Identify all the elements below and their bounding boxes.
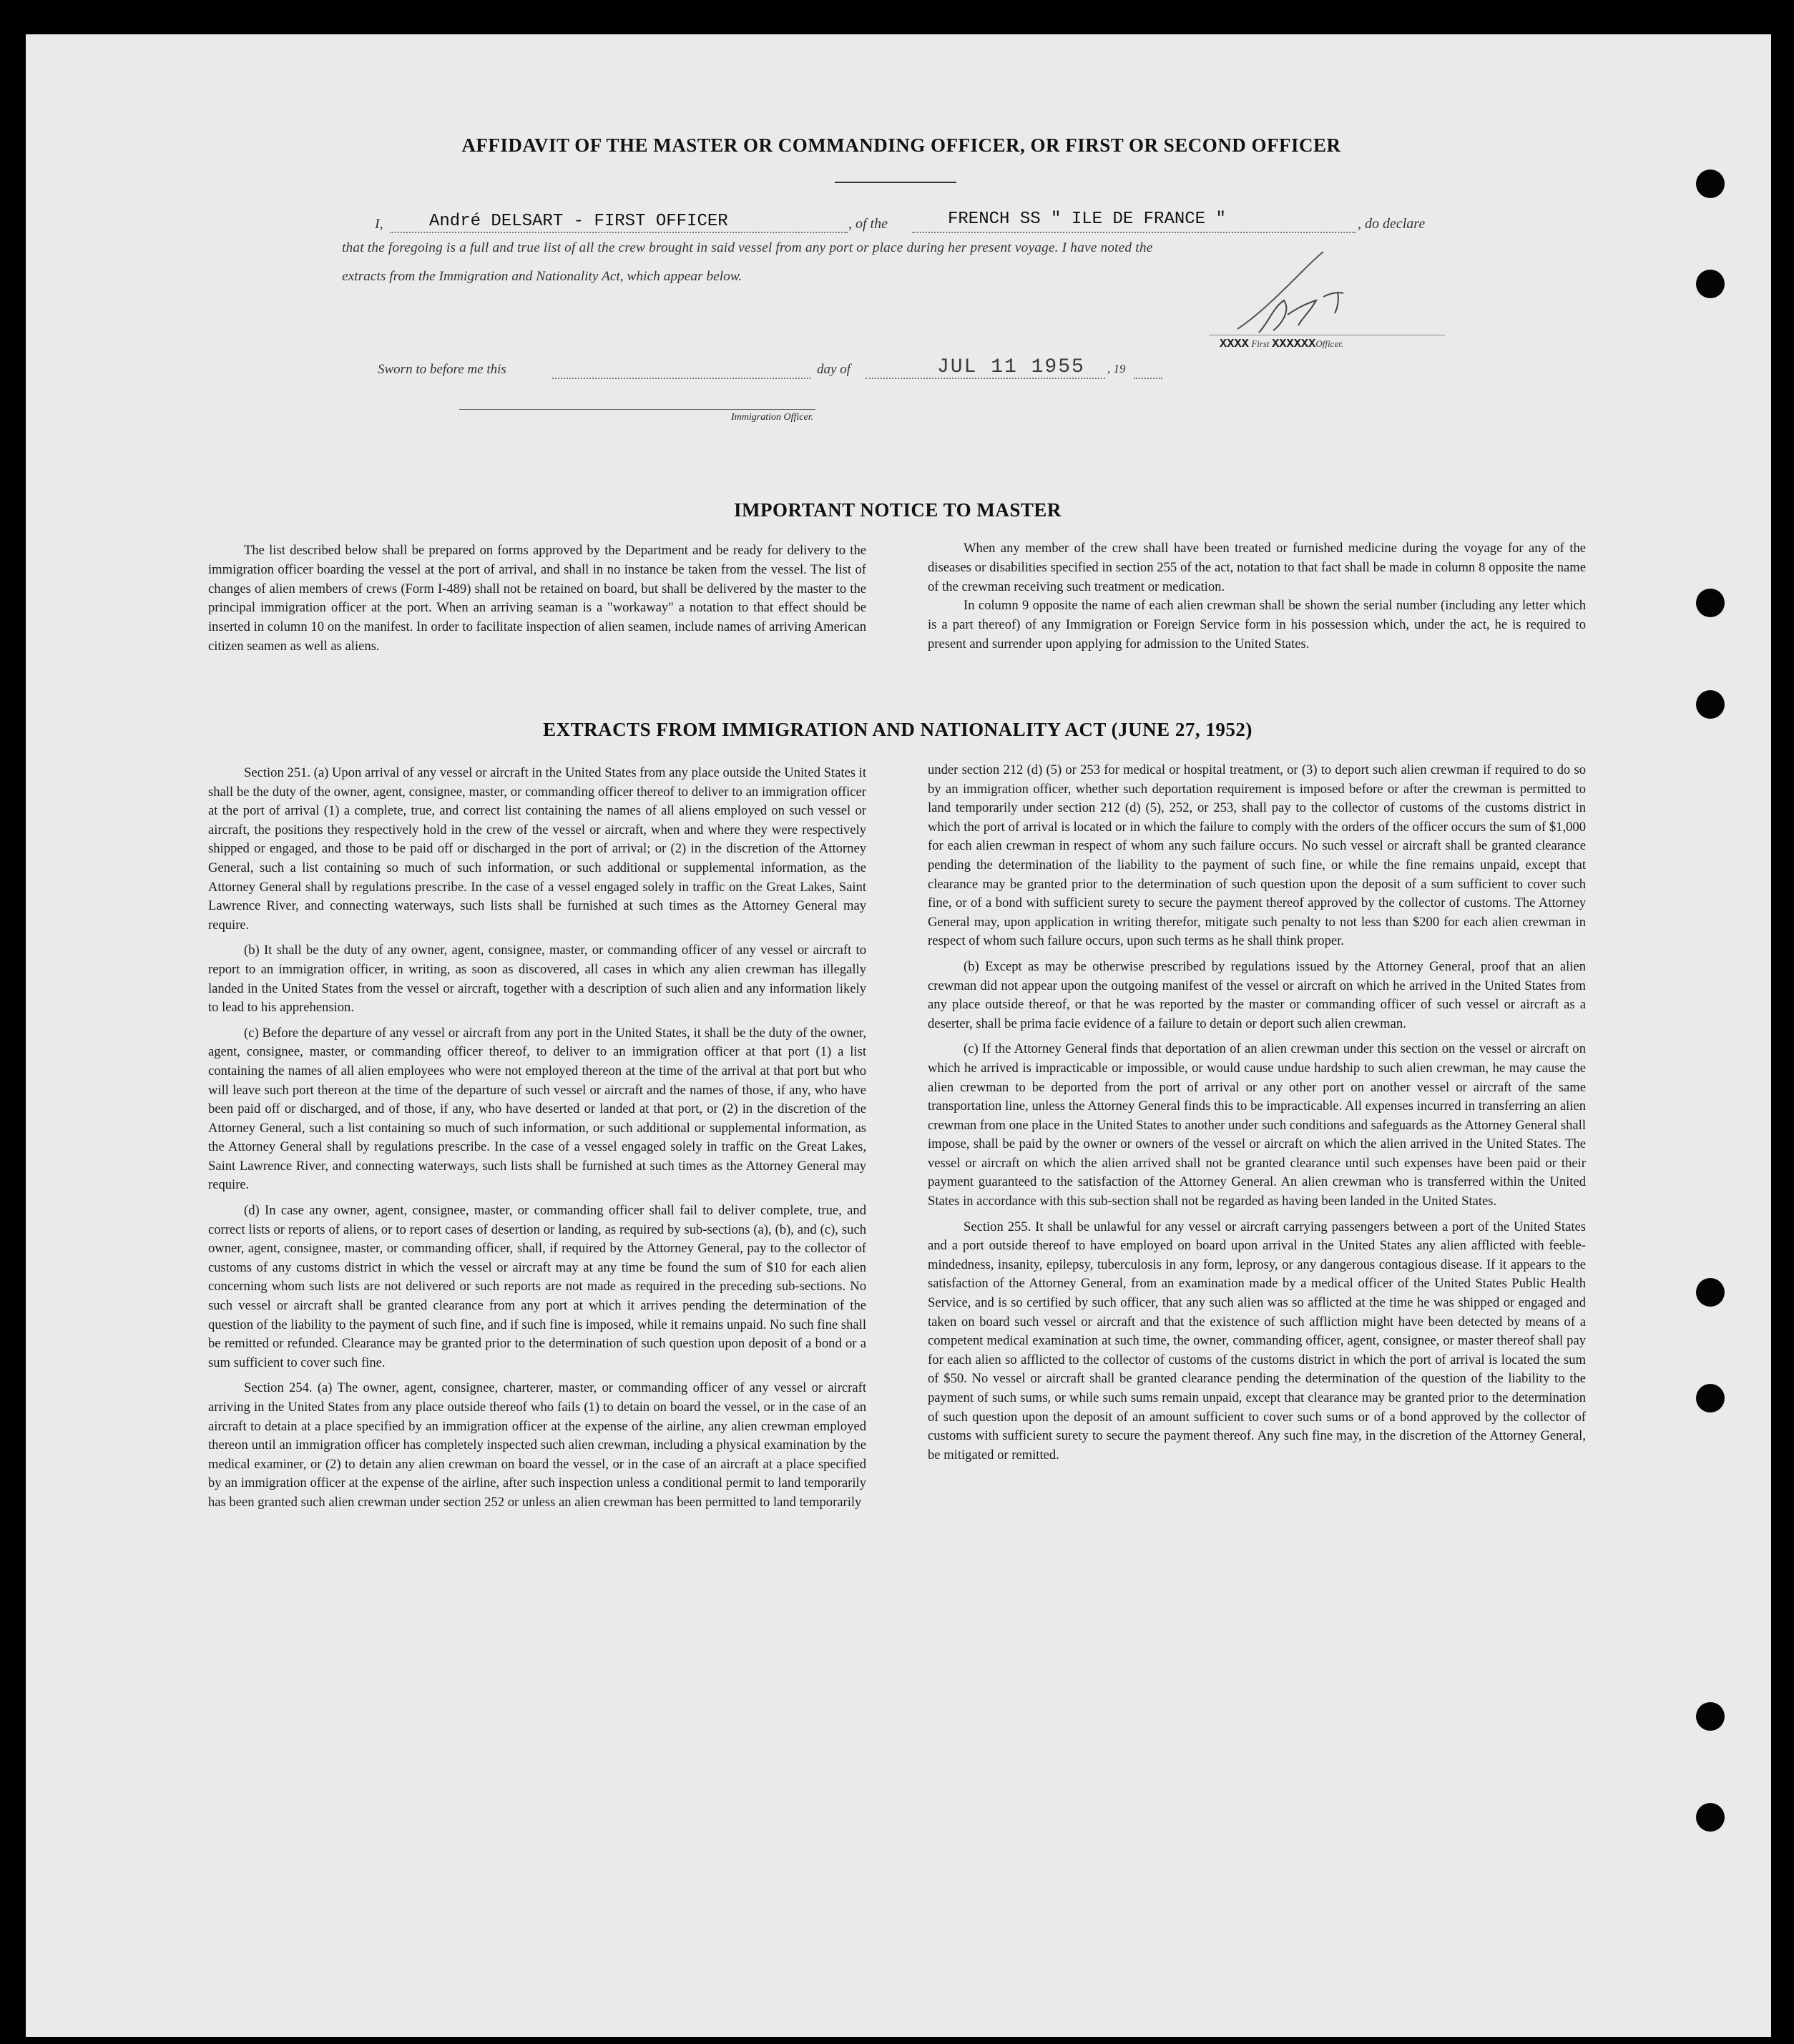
extract-paragraph: Section 255. It shall be unlawful for any vessel or aircraft carrying passengers between a port of the United States and a port outside thereof to have employed on board upon arrival in the United States any alien afflicted with feeble-mindedness, insanity, epilepsy, tuberculosis in any form, leprosy, or any dangerous contagious disease. If it appears to the satisfaction of the Attorney General, from an examination made by a medical officer of the United States Public Health Service, and is so certified by such officer, that any such alien was so afflicted at the time he was shipped or engaged and taken on board such vessel or aircraft and that the existence of such affliction might have been detected by means of a competent medical examination at such time, the owner, commanding officer, agent, consignee, or master thereof shall pay for each alien so afflicted to the collector of customs of the customs district in which the port of arrival is located the sum of $50. No vessel or aircraft shall be granted clearance pending the determination of the question of the liability to the payment of such sums, or while such sums remain unpaid, except that clearance may be granted prior to the determination of such question upon the deposit of an amount sufficient to cover such sums or of a bond approved by the collector of customs with sufficient surety to secure the payment thereof. Any such fine may, in the discretion of the Attorney General, be mitigated or remitted. [928,1219,1586,1463]
sworn-year-line [1134,378,1162,379]
immigration-officer-label: Immigration Officer. [731,412,814,423]
punch-hole [1696,169,1725,198]
of-the-label: , of the [848,216,888,232]
punch-hole [1696,1702,1725,1731]
affidavit-title: AFFIDAVIT OF THE MASTER OR COMMANDING OFFICER, OR FIRST OR SECOND OFFICER [461,134,1341,156]
officer-title-struck-1: XXXX [1220,338,1249,351]
extract-paragraph: under section 212 (d) (5) or 253 for medical or hospital treatment, or (3) to deport such alien crewman if required to do so by an immigration officer, whether such deportation requirement is imposed before or after the crewman is permitted to land temporarily under section 212 (d) (5), 252, or 253, shall pay to the collector of customs of the customs district in which the port of arrival is located or in which the failure to comply with the orders of the officer occurs the sum of $1,000 for each alien crewman in respect of whom any such failure occurs. No such vessel or aircraft shall be granted clearance pending the determination of the liability to the payment of such fine, or while the fine remains unpaid, except that clearance may be granted prior to the determination of such question upon the deposit of a sum sufficient to cover such fine, or of a bond with sufficient surety to secure the payment thereof approved by the collector of customs. The Attorney General may, upon application in writing therefor, mitigate such penalty to not less than $200 for each alien crewman in respect of whom such failure occurs, upon such terms as he shall think proper. [928,762,1586,949]
extract-paragraph: Section 251. (a) Upon arrival of any vessel or aircraft in the United States from any place outside the United States it shall be the duty of the owner, agent, consignee, master, or commanding officer thereof to deliver to an immigration officer at the port of arrival (1) a complete, true, and correct list containing the names of all aliens employed on such vessel or aircraft, the positions they respectively hold in the crew of the vessel or aircraft, when and where they were respectively shipped or engaged, and those to be paid off or discharged in the port of arrival; or (2) in the discretion of the Attorney General, such a list containing so much of such information, or such additional or supplemental information, as the Attorney General shall by regulations prescribe. In the case of a vessel engaged solely in traffic on the Great Lakes, Saint Lawrence River, and connecting waterways, such lists shall be furnished at such times as the Attorney General may require. [208,765,866,933]
extract-paragraph: (c) If the Attorney General finds that deportation of an alien crewman under this section on the vessel or aircraft on which he arrived is impracticable or impossible, or would cause undue hardship to such alien crewman, he may cause the alien crewman to be deported from the port of arrival or any other port on another vessel or aircraft of the same transportation line, unless the Attorney General finds this to be impracticable. All expenses incurred in transferring an alien crewman from one place in the United States to another under such conditions and safeguards as the Attorney General shall impose, shall be paid by the owner or owners of the vessel or aircraft on which the alien arrived in the United States. The vessel or aircraft on which the alien arrived shall not be granted clearance until such expenses have been paid or their payment guaranteed to the satisfaction of the Attorney General. An alien crewman who is transferred within the United States in accordance with this sub-section shall not be regarded as having been landed in the United States. [928,1041,1586,1209]
notice-right-column [928,539,1586,654]
punch-hole [1696,1278,1725,1307]
extracts-right-column [928,761,1586,1471]
vessel-name: FRENCH SS " ILE DE FRANCE " [948,210,1226,229]
punch-hole [1696,270,1725,298]
officer-title-first: First [1251,338,1270,349]
title-rule [835,182,956,183]
do-declare-label: , do declare [1358,216,1426,232]
officer-title [1220,338,1343,351]
extract-paragraph: (d) In case any owner, agent, consignee, master, or commanding officer shall fail to deliver complete, true, and correct lists or reports of aliens, or to report cases of desertion or landing, as required by sub-sections (a), (b), and (c), such owner, agent, consignee, master, or commanding officer, shall, if required by the Attorney General, pay to the collector of customs of any customs district in which the vessel or aircraft may at any time be found the sum of $10 for each alien concerning whom such lists are not delivered or such reports are not made as required in the preceding sub-sections. No such vessel or aircraft shall be granted clearance from any port at which it arrives pending the determination of the question of the liability to the payment of such fine, and if such fine is imposed, while it remains unpaid. No such fine shall be remitted or refunded. Clearance may be granted prior to the determination of such question upon deposit of a bond or a sum sufficient to cover such fine. [208,1203,866,1370]
sworn-date-stamp: JUL 11 1955 [937,356,1085,378]
sworn-day-line [552,378,811,379]
notice-right-paragraph: In column 9 opposite the name of each alien crewman shall be shown the serial number (including any letter which is a part thereof) of any Immigration or Foreign Service form in his possession which, under the act, he is required to present and surrender upon applying for admission to the United States. [928,598,1586,652]
i-label: I, [375,216,383,232]
declaration-line-1: that the foregoing is a full and true list of all the crew brought in said vessel from any port or place during her present voyage. I have noted the [342,240,1153,255]
punch-hole [1696,1384,1725,1412]
notice-right-paragraph: When any member of the crew shall have been treated or furnished medicine during the voyage for any of the diseases or disabilities specified in section 255 of the act, notation to that fact shall be made in column 8 opposite the name of the crewman receiving such treatment or medication. [928,541,1586,594]
punch-hole [1696,690,1725,719]
notice-title: IMPORTANT NOTICE TO MASTER [734,499,1062,521]
extract-paragraph: (c) Before the departure of any vessel or aircraft from any port in the United States, it shall be the duty of the owner, agent, consignee, master, or commanding officer thereof, to deliver to an immigration officer at that port (1) a list containing the names of all alien employees who were not employed thereon at the time of the arrival at that port but who will leave such port thereon at the time of the departure of such vessel or aircraft and the names of those, if any, who have been paid off or discharged, and of those, if any, who have deserted or landed at that port, or (2) in the discretion of the Attorney General, such a list containing so much of such information, or such additional or supplemental information, as the Attorney General shall by regulations prescribe. In the case of a vessel engaged solely in traffic on the Great Lakes, Saint Lawrence River, and connecting waterways, such lists shall be furnished at such times as the Attorney General may require. [208,1025,866,1193]
punch-hole [1696,589,1725,617]
extract-paragraph: (b) It shall be the duty of any owner, agent, consignee, master, or commanding officer of any vessel or aircraft to report to an immigration officer, in writing, as soon as discovered, all cases in which any alien crewman has illegally landed in the United States from the vessel or aircraft, together with a description of such alien and any information likely to lead to his apprehension. [208,943,866,1016]
immigration-officer-line [459,409,815,410]
declarant-line [390,232,848,233]
declarant-name: André DELSART - FIRST OFFICER [429,212,728,231]
day-of-label: day of [817,362,851,377]
officer-title-end: Officer. [1315,338,1343,349]
vessel-line [912,232,1356,233]
extracts-title: EXTRACTS FROM IMMIGRATION AND NATIONALITY ACT (JUNE 27, 1952) [543,719,1253,740]
extract-paragraph: Section 254. (a) The owner, agent, consignee, charterer, master, or commanding officer of any vessel or aircraft arriving in the United States from any place outside thereof who fails (1) to detain on board the vessel, or in the case of an aircraft to detain at a place specified by an immigration officer at the expense of the airline, any alien crewman employed thereon until an immigration officer has completely inspected such alien crewman, including a physical examination by the medical examiner, or (2) to detain any alien crewman on board the vessel, or in the case of an aircraft at a place specified by an immigration officer at the expense of the airline, after such inspection unless a conditional permit to land temporarily has been granted such alien crewman under section 252 or unless an alien crewman has been permitted to land temporarily [208,1380,866,1510]
declaration-line-2: extracts from the Immigration and Nationality Act, which appear below. [342,269,742,284]
year-prefix: , 19 [1107,362,1126,375]
officer-title-struck-2: XXXXXX [1272,338,1316,351]
notice-left-column [208,541,866,657]
sworn-label: Sworn to before me this [378,362,506,377]
notice-left-paragraph: The list described below shall be prepared on forms approved by the Department and be ready for delivery to the immigration officer boarding the vessel at the port of arrival, and shall in no instance be taken from the vessel. The list of changes of alien members of crews (Form I-489) shall not be retained on board, but shall be delivered by the master to the principal immigration officer at the port. When an arriving seaman is a "workaway" a notation to that effect should be inserted in column 10 on the manifest. In order to facilitate inspection of alien seamen, include names of arriving American citizen seamen as well as aliens. [208,543,866,654]
punch-hole [1696,1803,1725,1832]
extracts-left-column [208,764,866,1519]
officer-signature [1230,243,1416,343]
extract-paragraph: (b) Except as may be otherwise prescribed by regulations issued by the Attorney General, proof that an alien crewman did not appear upon the outgoing manifest of the vessel or aircraft on which he arrived in the United States from any place outside thereof, or that he was reported by the master or commanding officer of such vessel or aircraft as a deserter, shall be prima facie evidence of a failure to detain or deport such alien crewman. [928,958,1586,1031]
